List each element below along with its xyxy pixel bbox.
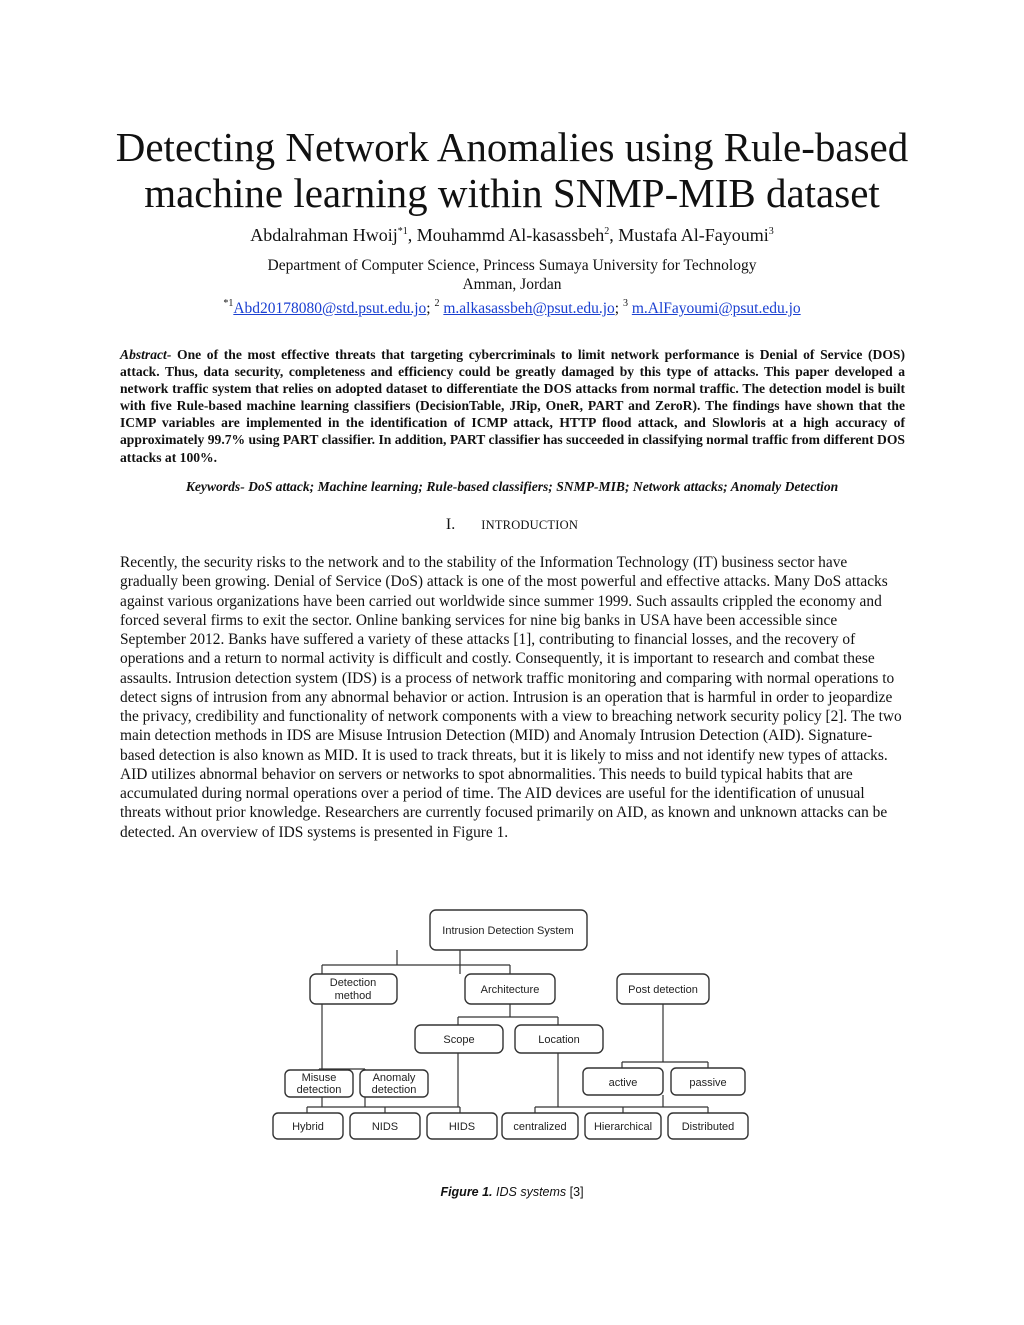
label-scope: Scope [443, 1034, 475, 1046]
email-3-sup: 3 [622, 298, 628, 309]
label-active: active [608, 1077, 638, 1089]
label-distributed: Distributed [681, 1121, 735, 1133]
affiliation-line-1: Department of Computer Science, Princess Sumaya University for Technology [267, 257, 757, 274]
author-1: Abdalrahman Hwoij [250, 225, 398, 245]
label-nids: NIDS [371, 1121, 399, 1133]
label-hierarchical: Hierarchical [593, 1121, 653, 1133]
label-detection-line1: Detection [329, 977, 377, 989]
author-list: Abdalrahman Hwoij$^{*1}$, Mouhammd Al-kasassbeh$^2$, Mustafa Al-Fayoumi$^3$ [250, 225, 774, 245]
abstract-text: One of the most effective threats that targeting cybercriminals to limit network performance is Denial of Service (DOS) attack. Thus, data security, completeness and efficiency could be greatly damaged by this type of attacks. This paper developed a network traffic system that relies on adopted dataset to differentiate the DOS attacks from normal traffic. The detection model is built with five Rule-based machine learning classifiers (DecisionTable, JRip, OneR, PART and ZeroR). The findings have shown that the ICMP variables are implemented in the identification of ICMP attack, HTTP flood attack, and Slowloris at a high accuracy of approximately 99.7% using PART classifier. In addition, PART classifier has succeeded in classifying normal traffic from different DOS attacks at 100%. [120, 347, 905, 465]
label-location: Location [538, 1034, 580, 1046]
author-3: Mustafa Al-Fayoumi [618, 225, 769, 245]
paper-title [60, 124, 964, 216]
author-2: Mouhammd Al-kasassbeh [416, 225, 605, 245]
caption-text: IDS systems [496, 1185, 567, 1199]
label-post-detection: Post detection [628, 984, 698, 996]
caption-ref: [3] [569, 1185, 584, 1199]
section-title: INTRODUCTION [481, 518, 579, 532]
label-anomaly-line1: Anomaly [372, 1072, 416, 1084]
author-2-sup: 2 [604, 226, 610, 237]
label-detection-line2: method [334, 990, 372, 1002]
label-anomaly-line2: detection [371, 1084, 417, 1096]
email-link-1[interactable]: Abd20178080@std.psut.edu.jo [233, 300, 427, 317]
label-root: Intrusion Detection System [442, 925, 574, 937]
email-2-sup: 2 [434, 298, 440, 309]
label-hybrid: Hybrid [292, 1121, 324, 1133]
label-misuse-line2: detection [296, 1084, 342, 1096]
email-1-sup: *1 [223, 298, 234, 309]
keywords: Keywords- DoS attack; Machine learning; Rule-based classifiers; SNMP-MIB; Network attacks; Anomaly Detection [185, 479, 839, 494]
intro-paragraph: Recently, the security risks to the network and to the stability of the Information Technology (IT) business sector have gradually been growing. Denial of Service (DoS) attack is one of the most powerful and effective attacks. Many DoS attacks against various organizations have been carried out worldwide since summer 1999. Such assaults crippled the economy and forced several firms to exit the sector. Online banking services for nine big banks in USA have been accessible since September 2012. Banks have suffered a variety of these attacks [1], contributing to financial losses, and the recovery of operations and a return to normal activity is difficult and costly. Consequently, it is important to research and combat these assaults. Intrusion detection system (IDS) is a process of network traffic monitoring and comparing with normal operations to detect signs of intrusion from any abnormal behavior or action. Intrusion is an operation that is harmful in order to jeopardize the privacy, credibility and functionality of network components with a view to breaching network security policy [2]. The two main detection methods in IDS are Misuse Intrusion Detection (MID) and Anomaly Intrusion Detection (AID). Signature-based detection is also known as MID. It is used to track threats, but it is likely to miss and not identify new types of attacks. AID utilizes abnormal behavior on servers or networks to spot abnormalities. This needs to build typical habits that are accumulated during normal operations over a period of time. The AID devices are useful for the identification of unusual threats without prior knowledge. Researchers are currently focused primarily on AID, as known and unknown attacks can be detected. An overview of IDS systems is presented in Figure 1. [120, 554, 902, 841]
section-number: I. [445, 516, 456, 533]
caption-label: Figure 1. [440, 1185, 493, 1199]
author-3-sup: 3 [768, 226, 774, 237]
label-centralized: centralized [513, 1121, 567, 1133]
email-link-2[interactable]: m.alkasassbeh@psut.edu.jo [443, 300, 615, 317]
author-1-sup: *1 [397, 226, 408, 237]
title-line-2: machine learning within SNMP-MIB dataset [144, 170, 880, 216]
affiliation-line-2: Amman, Jordan [462, 276, 562, 293]
email-list: $^{*1}$Abd20178080@std.psut.edu.jo; $^2$ m.alkasassbeh@psut.edu.jo; $^3$ m.AlFayoumi@psut.edu.jo [223, 298, 801, 317]
ids-diagram [265, 905, 755, 1145]
title-line-1: Detecting Network Anomalies using Rule-based [115, 124, 909, 170]
section-heading [60, 515, 964, 535]
abstract [120, 346, 905, 466]
email-link-3[interactable]: m.AlFayoumi@psut.edu.jo [631, 300, 801, 317]
affiliation [60, 256, 964, 294]
label-misuse-line1: Misuse [301, 1072, 337, 1084]
label-architecture: Architecture [480, 984, 540, 996]
abstract-lead: Abstract- [120, 347, 172, 362]
figure-caption [60, 1185, 964, 1199]
label-passive: passive [689, 1077, 727, 1089]
label-hids: HIDS [448, 1121, 476, 1133]
